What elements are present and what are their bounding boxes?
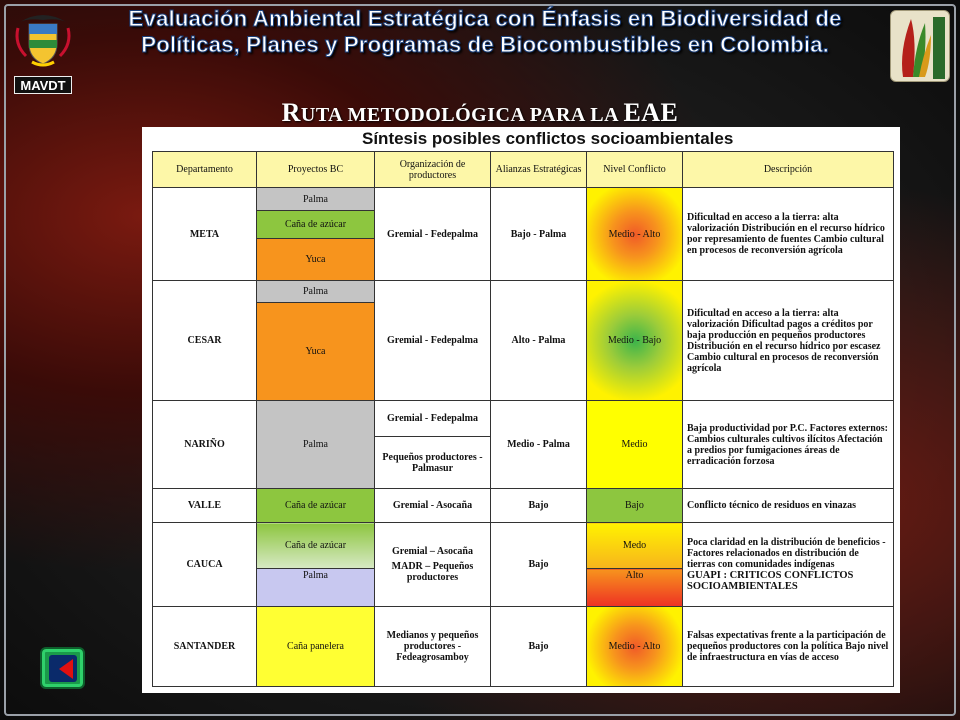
alianza-cell: Medio - Palma: [491, 401, 587, 489]
alianza-cell: Bajo: [491, 489, 587, 523]
page-subtitle: [230, 98, 730, 128]
alianza-cell: Bajo: [491, 523, 587, 607]
org-cell: Gremial - Fedepalma: [375, 401, 491, 437]
dept-cesar: CESAR: [153, 281, 257, 401]
table-row: [153, 489, 894, 523]
dept-cauca: CAUCA: [153, 523, 257, 607]
subtitle-cap: R: [281, 98, 301, 127]
desc-cell: Dificultad en acceso a la tierra: alta valorización Distribución en el recurso hídrico por represamiento de fuentes Cambio cultural en procesos de reconversión agrícola: [683, 188, 894, 281]
alianza-cell: Bajo - Palma: [491, 188, 587, 281]
dept-narino: NARIÑO: [153, 401, 257, 489]
nivel-cell: Medio - Alto: [587, 607, 683, 687]
header-descripcion: Descripción: [683, 152, 894, 188]
proyecto-cell: Palma: [257, 281, 375, 303]
mavdt-logo-label: MAVDT: [14, 76, 72, 94]
nivel-cell: Medio: [587, 401, 683, 489]
subtitle-end: EAE: [623, 98, 679, 127]
alianza-cell: Bajo: [491, 607, 587, 687]
dept-santander: SANTANDER: [153, 607, 257, 687]
header-proyectos: Proyectos BC: [257, 152, 375, 188]
desc-cell: Dificultad en acceso a la tierra: alta valorización Dificultad pagos a créditos por baja producción en pequeños productores Distribución en el recurso hídrico por escasez Cambio cultural en procesos de reconversión agrícola: [683, 281, 894, 401]
org-cell: Gremial - Asocaña: [375, 489, 491, 523]
nivel-cell: Bajo: [587, 489, 683, 523]
table-row: [153, 607, 894, 687]
proyecto-cell: Palma: [257, 188, 375, 211]
proyecto-cell: Caña panelera: [257, 607, 375, 687]
dept-meta: META: [153, 188, 257, 281]
desc-cauca-critical: GUAPI : CRITICOS CONFLICTOS SOCIOAMBIENTALES: [687, 570, 854, 592]
conflicts-table: [152, 151, 894, 687]
desc-cell: Conflicto técnico de residuos en vinazas: [683, 489, 894, 523]
header-alianzas: Alianzas Estratégicas: [491, 152, 587, 188]
desc-cell: [683, 523, 894, 607]
table-row: [153, 523, 894, 569]
table-row: [153, 188, 894, 211]
org-cauca-1: Gremial – Asocaña: [392, 546, 473, 557]
table-title: Síntesis posibles conflictos socioambientales: [362, 129, 734, 148]
header-organizacion: Organización de productores: [375, 152, 491, 188]
table-row: [153, 281, 894, 303]
org-cauca-2: MADR – Pequeños productores: [391, 561, 474, 583]
proyecto-cell: Palma: [257, 569, 375, 607]
table-header-row: [153, 152, 894, 188]
nivel-cell: Alto: [587, 569, 683, 607]
org-cell: [375, 523, 491, 607]
org-cell: Gremial - Fedepalma: [375, 281, 491, 401]
nivel-cell: Medio - Alto: [587, 188, 683, 281]
proyecto-cell: Palma: [257, 401, 375, 489]
dept-valle: VALLE: [153, 489, 257, 523]
org-cell: Pequeños productores - Palmasur: [375, 437, 491, 489]
page-title: Evaluación Ambiental Estratégica con Énfasis en Biodiversidad de Políticas, Planes y Programas de Biocombustibles en Colombia.: [128, 6, 842, 57]
header-nivel: Nivel Conflicto: [587, 152, 683, 188]
table-row: [153, 401, 894, 437]
humboldt-logo: [890, 10, 950, 82]
humboldt-leaf-icon: [891, 11, 951, 83]
org-cell: Medianos y pequeños productores - Fedeagrosamboy: [375, 607, 491, 687]
proyecto-cell: Caña de azúcar: [257, 489, 375, 523]
proyecto-cell: Yuca: [257, 303, 375, 401]
nivel-cell: Medo: [587, 523, 683, 569]
nivel-cell: Medio - Bajo: [587, 281, 683, 401]
org-cell: Gremial - Fedepalma: [375, 188, 491, 281]
proyecto-cell: Yuca: [257, 239, 375, 281]
proyecto-cell: Caña de azúcar: [257, 211, 375, 239]
colombia-coat-of-arms-icon: [12, 8, 74, 70]
desc-cell: Falsas expectativas frente a la participación de pequeños productores con la política Bajo nivel de infraestructura en vías de acceso: [683, 607, 894, 687]
header-departamento: Departamento: [153, 152, 257, 188]
desc-cauca: Poca claridad en la distribución de beneficios - Factores relacionados en distribución de tierras con comunidades indígenas: [687, 537, 886, 570]
content-panel: [142, 127, 900, 693]
subtitle-rest: UTA METODOLÓGICA PARA LA: [300, 104, 624, 126]
back-nav-inner: [49, 655, 77, 682]
back-nav-button[interactable]: [40, 647, 85, 689]
desc-cell: Baja productividad por P.C. Factores externos: Cambios culturales cultivos ilícitos Afectación a predios por fumigaciones áreas de erradicación forzosa: [683, 401, 894, 489]
back-arrow-icon: [59, 659, 73, 679]
alianza-cell: Alto - Palma: [491, 281, 587, 401]
proyecto-cell: Caña de azúcar: [257, 523, 375, 569]
